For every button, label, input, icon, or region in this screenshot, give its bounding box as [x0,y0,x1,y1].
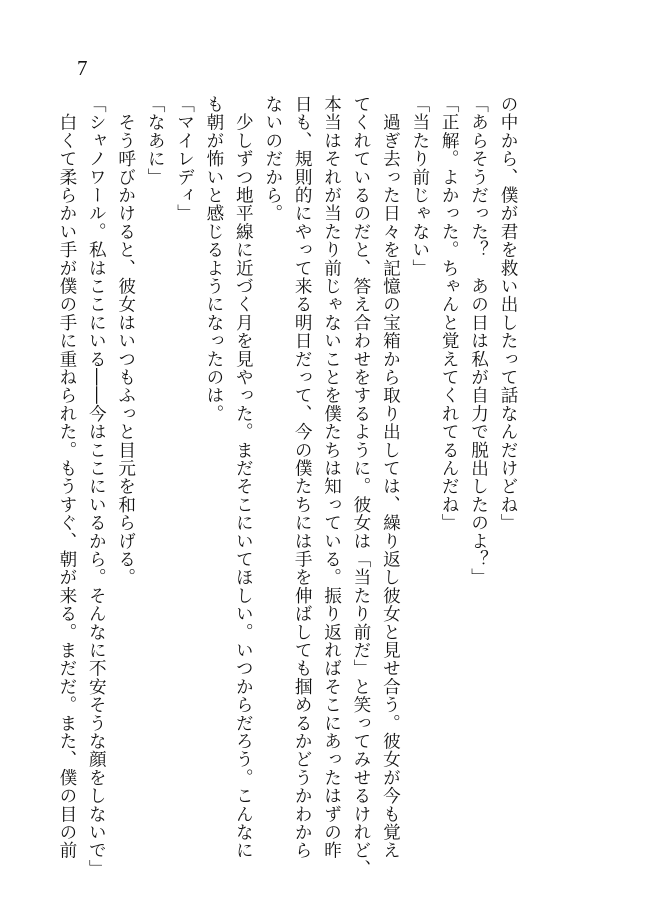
text-line: 本当はそれが当たり前じゃないことを僕たちは知っている。振り返ればそこにあったはずの昨 [321,95,342,860]
text-line: 白くて柔らかい手が僕の手に重ねられた。もうすぐ、朝が来る。まだだ。また、僕の目の前 [56,95,77,860]
vertical-body-text [52,95,523,878]
text-line: 「あらそうだった？ あの日は私が自力で脱出したのよ？」 [468,95,489,587]
text-line: ないのだから。 [262,95,283,223]
text-line: 過ぎ去った日々を記憶の宝箱から取り出しては、繰り返し彼女と見せ合う。彼女が今も覚え [380,95,401,860]
text-line: 「正解。よかった。ちゃんと覚えてくれてるんだね」 [439,95,460,532]
text-line: そう呼びかけると、彼女はいつもふっと目元を和らげる。 [115,95,136,587]
page-number: 7 [77,56,88,80]
text-line: の中から、僕が君を救い出したって話なんだけどね」 [498,95,518,532]
text-line: てくれているのだと、答え合わせをするように。彼女は「当たり前だ」と笑ってみせるけれど、 [350,95,371,878]
text-line: 「当たり前じゃない」 [409,95,430,277]
text-line: 「マイレディ」 [174,95,195,223]
text-line: 日も、規則的にやって来る明日だって、今の僕たちには手を伸ばしても掴めるかどうかわから [292,95,313,860]
text-line: 「シャノワール。私はここにいる――今はここにいるから。そんなに不安そうな顔をしないで」 [86,95,107,878]
text-line: 「なあに」 [145,95,166,186]
text-line: 少しずつ地平線に近づく月を見やった。まだそこにいてほしい。いつからだろう。こんなに [233,95,254,860]
text-line: も朝が怖いと感じるようになったのは。 [203,95,224,423]
